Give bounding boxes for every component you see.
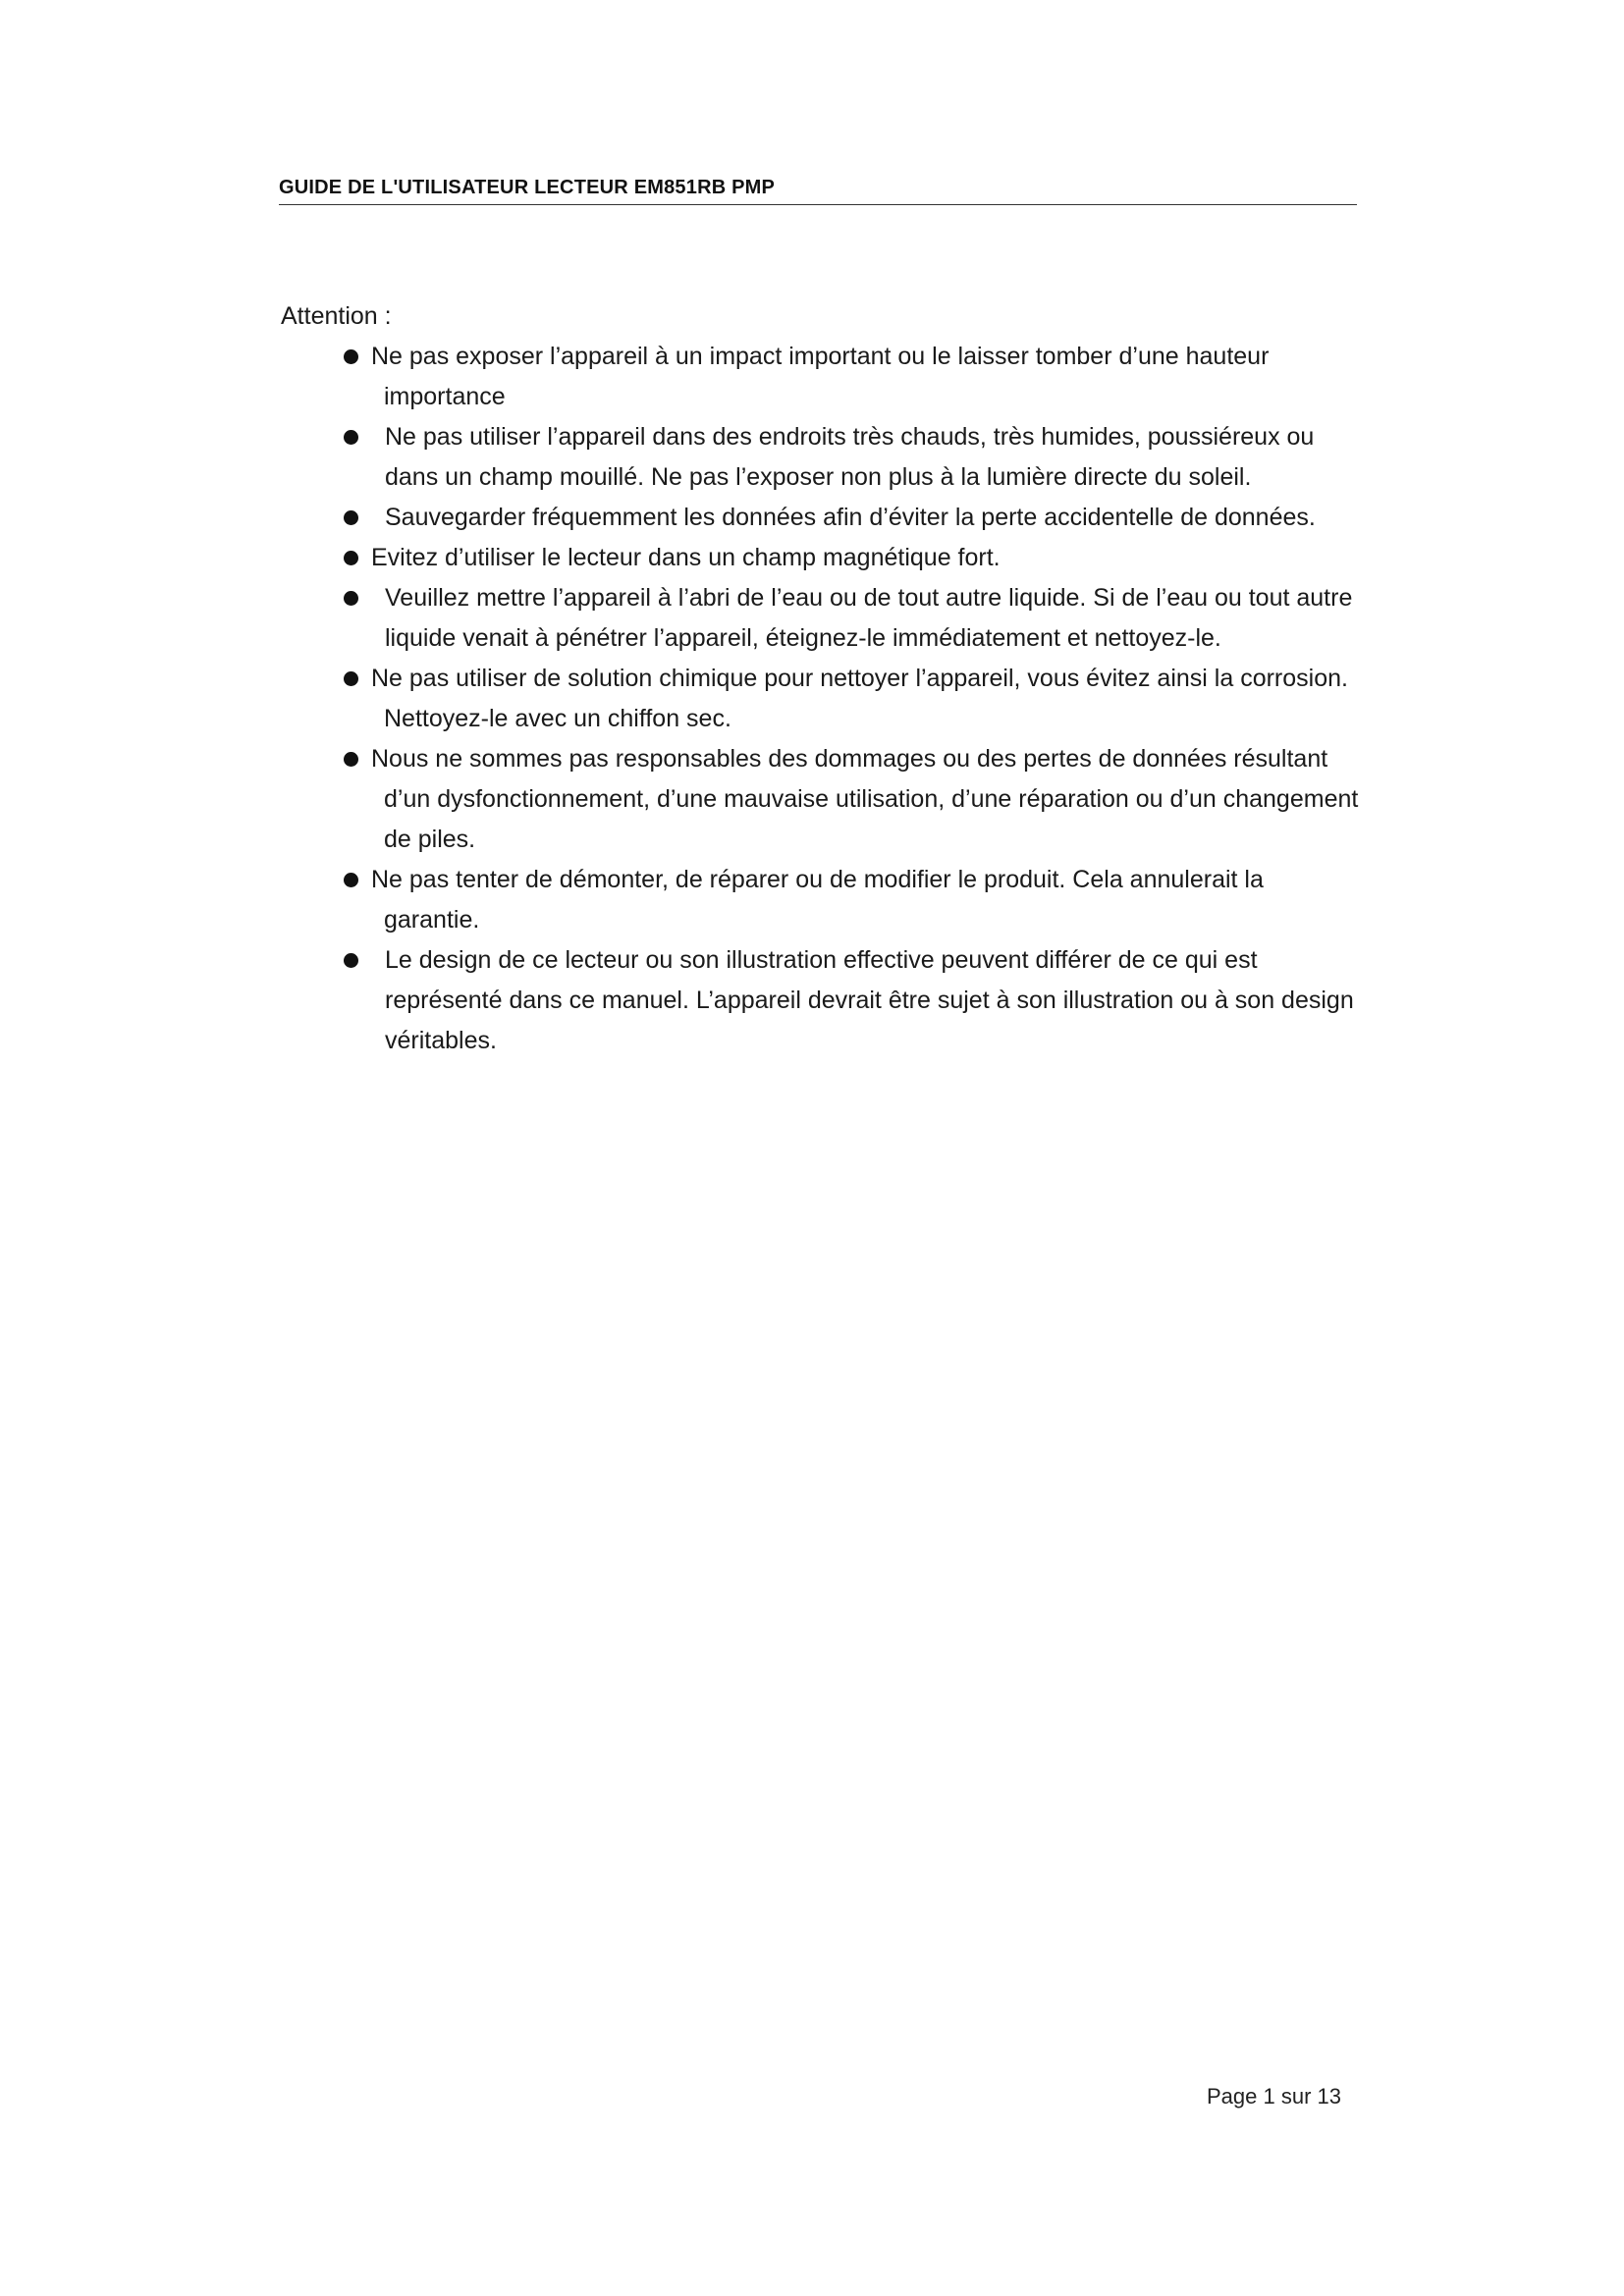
header-title: GUIDE DE L'UTILISATEUR LECTEUR EM851RB PMP (279, 177, 776, 198)
list-item (281, 337, 1361, 417)
bullet-icon (344, 510, 358, 525)
list-item (281, 578, 1361, 659)
bullet-icon (344, 752, 358, 767)
list-item-text: Le design de ce lecteur ou son illustration effective peuvent différer de ce qui est représenté dans ce manuel. L’appareil devrait être sujet à son illustration ou à son design véritables. (385, 946, 1354, 1054)
list-item (281, 659, 1361, 739)
bullet-icon (344, 953, 358, 968)
list-item (281, 417, 1361, 498)
bullet-icon (344, 349, 358, 364)
list-item (281, 940, 1361, 1061)
page-content (281, 296, 1361, 1061)
bullet-icon (344, 671, 358, 686)
attention-heading: Attention : (281, 302, 392, 330)
list-item-text: Ne pas tenter de démonter, de réparer ou de modifier le produit. Cela annulerait la garantie. (371, 866, 1264, 934)
bullet-icon (344, 591, 358, 606)
bullet-icon (344, 551, 358, 565)
precautions-list (281, 337, 1361, 1061)
list-item-text: Evitez d’utiliser le lecteur dans un champ magnétique fort. (371, 544, 1001, 571)
page-number: Page 1 sur 13 (1207, 2084, 1341, 2109)
bullet-icon (344, 430, 358, 445)
list-item (281, 739, 1361, 860)
list-item (281, 860, 1361, 940)
list-item-text: Nous ne sommes pas responsables des dommages ou des pertes de données résultant d’un dysfonctionnement, d’une mauvaise utilisation, d’une réparation ou d’un changement de piles. (371, 745, 1359, 853)
list-item (281, 498, 1361, 538)
list-item-text: Veuillez mettre l’appareil à l’abri de l’eau ou de tout autre liquide. Si de l’eau ou tout autre liquide venait à pénétrer l’appareil, éteignez-le immédiatement et nettoyez-le. (385, 584, 1353, 652)
list-item-text: Sauvegarder fréquemment les données afin d’éviter la perte accidentelle de données. (385, 504, 1316, 531)
list-item-text: Ne pas utiliser l’appareil dans des endroits très chauds, très humides, poussiéreux ou dans un champ mouillé. Ne pas l’exposer non plus à la lumière directe du soleil. (385, 423, 1315, 491)
bullet-icon (344, 873, 358, 887)
list-item-text: Ne pas exposer l’appareil à un impact important ou le laisser tomber d’une hauteur importance (371, 343, 1270, 410)
page-header (279, 177, 1357, 205)
list-item-text: Ne pas utiliser de solution chimique pour nettoyer l’appareil, vous évitez ainsi la corrosion. Nettoyez-le avec un chiffon sec. (371, 665, 1348, 732)
list-item (281, 538, 1361, 578)
